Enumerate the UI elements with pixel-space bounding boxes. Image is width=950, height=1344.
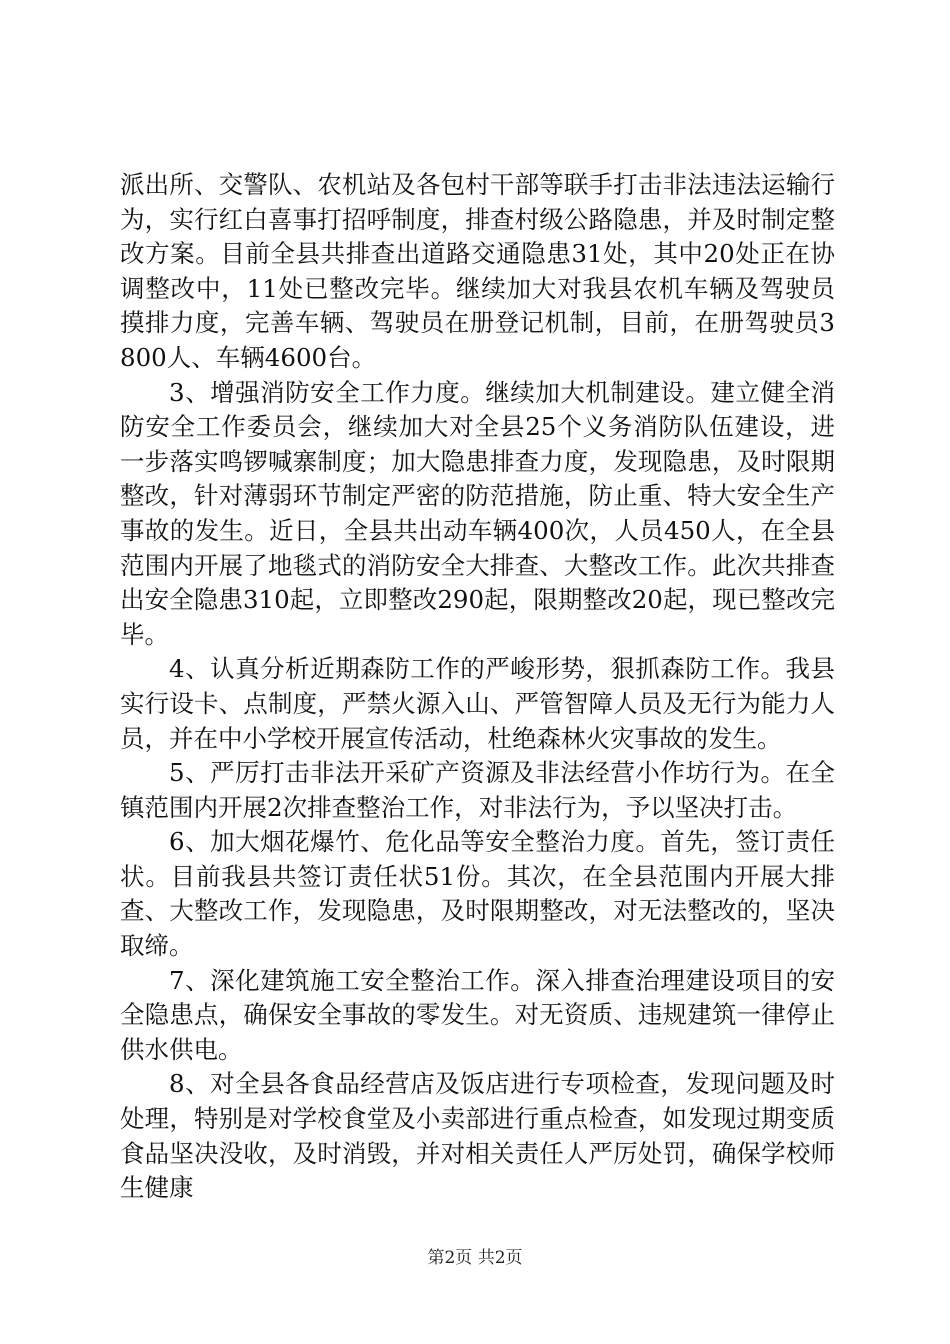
paragraph-continuation: 派出所、交警队、农机站及各包村干部等联手打击非法违法运输行为，实行红白喜事打招呼制度，排查村级公路隐患，并及时制定整改方案。目前全县共排查出道路交通隐患31处，其中20处正在协调整改中，11处已整改完毕。继续加大对我县农机车辆及驾驶员摸排力度，完善车辆、驾驶员在册登记机制，目前，在册驾驶员3800人、车辆4600台。 [120, 170, 835, 372]
paragraph-item-5: 5、严厉打击非法开采矿产资源及非法经营小作坊行为。在全镇范围内开展2次排查整治工作，对非法行为，予以坚决打击。 [120, 758, 835, 822]
page-number: 第2页 共2页 [427, 1248, 523, 1268]
paragraph-item-7: 7、深化建筑施工安全整治工作。深入排查治理建设项目的安全隐患点，确保安全事故的零发生。对无资质、违规建筑一律停止供水供电。 [120, 965, 835, 1064]
paragraph-item-3: 3、增强消防安全工作力度。继续加大机制建设。建立健全消防安全工作委员会，继续加大对全县25个义务消防队伍建设，进一步落实鸣锣喊寨制度；加大隐患排查力度，发现隐患，及时限期整改，针对薄弱环节制定严密的防范措施，防止重、特大安全生产事故的发生。近日，全县共出动车辆400次，人员450人，在全县范围内开展了地毯式的消防安全大排查、大整改工作。此次共排查出安全隐患310起，立即整改290起，限期整改20起，现已整改完毕。 [120, 377, 835, 649]
paragraph-item-4: 4、认真分析近期森防工作的严峻形势，狠抓森防工作。我县实行设卡、点制度，严禁火源入山、严管智障人员及无行为能力人员，并在中小学校开展宣传活动，杜绝森林火灾事故的发生。 [120, 654, 835, 753]
paragraph-item-6: 6、加大烟花爆竹、危化品等安全整治力度。首先，签订责任状。目前我县共签订责任状51份。其次，在全县范围内开展大排查、大整改工作，发现隐患，及时限期整改，对无法整改的，坚决取缔。 [120, 827, 835, 961]
paragraph-item-8: 8、对全县各食品经营店及饭店进行专项检查，发现问题及时处理，特别是对学校食堂及小卖部进行重点检查，如发现过期变质食品坚决没收，及时消毁，并对相关责任人严厉处罚，确保学校师生健康 [120, 1069, 835, 1203]
document-body [120, 168, 835, 1206]
page-footer [0, 1247, 950, 1269]
